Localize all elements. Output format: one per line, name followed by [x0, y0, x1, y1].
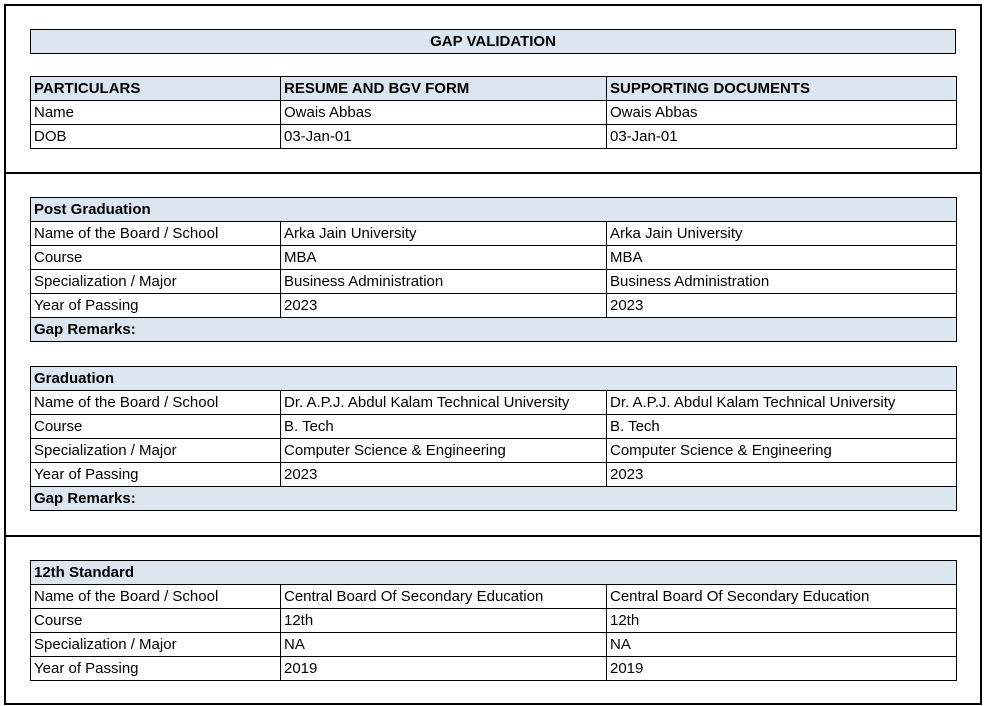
row-label: Specialization / Major	[31, 270, 281, 294]
resume-value: B. Tech	[281, 415, 607, 439]
table-row	[31, 463, 957, 487]
row-label: Year of Passing	[31, 463, 281, 487]
supporting-value: MBA	[607, 246, 957, 270]
twelfth-standard-table	[30, 560, 957, 681]
table-row	[31, 657, 957, 681]
resume-value: MBA	[281, 246, 607, 270]
table-row	[31, 222, 957, 246]
personal-table	[30, 76, 957, 149]
row-label: Course	[31, 415, 281, 439]
gap-remarks: Gap Remarks:	[31, 487, 957, 511]
table-row	[31, 391, 957, 415]
row-label: Course	[31, 609, 281, 633]
column-header-particulars: PARTICULARS	[31, 77, 281, 101]
table-row	[31, 294, 957, 318]
row-label: Course	[31, 246, 281, 270]
supporting-value: 03-Jan-01	[607, 125, 957, 149]
resume-value: Arka Jain University	[281, 222, 607, 246]
supporting-value: Business Administration	[607, 270, 957, 294]
row-label: Specialization / Major	[31, 439, 281, 463]
table-row	[31, 439, 957, 463]
title-table	[30, 29, 956, 54]
graduation-table	[30, 366, 957, 511]
resume-value: Dr. A.P.J. Abdul Kalam Technical University	[281, 391, 607, 415]
table-row	[31, 415, 957, 439]
section-heading: Graduation	[31, 367, 957, 391]
page-title: GAP VALIDATION	[31, 30, 956, 54]
table-row	[31, 270, 957, 294]
row-label: DOB	[31, 125, 281, 149]
resume-value: Computer Science & Engineering	[281, 439, 607, 463]
row-label: Year of Passing	[31, 294, 281, 318]
row-label: Name of the Board / School	[31, 222, 281, 246]
row-label: Name	[31, 101, 281, 125]
supporting-value: Arka Jain University	[607, 222, 957, 246]
column-header-supporting: SUPPORTING DOCUMENTS	[607, 77, 957, 101]
table-row	[31, 125, 957, 149]
supporting-value: NA	[607, 633, 957, 657]
resume-value: 2023	[281, 294, 607, 318]
post-graduation-table	[30, 197, 957, 342]
row-label: Specialization / Major	[31, 633, 281, 657]
supporting-value: B. Tech	[607, 415, 957, 439]
resume-value: 2019	[281, 657, 607, 681]
supporting-value: 2023	[607, 294, 957, 318]
row-label: Name of the Board / School	[31, 391, 281, 415]
section-heading: Post Graduation	[31, 198, 957, 222]
table-row	[31, 633, 957, 657]
supporting-value: Dr. A.P.J. Abdul Kalam Technical University	[607, 391, 957, 415]
supporting-value: 12th	[607, 609, 957, 633]
supporting-value: Central Board Of Secondary Education	[607, 585, 957, 609]
resume-value: 03-Jan-01	[281, 125, 607, 149]
supporting-value: 2019	[607, 657, 957, 681]
resume-value: Owais Abbas	[281, 101, 607, 125]
table-row	[31, 246, 957, 270]
table-row	[31, 101, 957, 125]
table-row	[31, 609, 957, 633]
supporting-value: 2023	[607, 463, 957, 487]
gap-remarks: Gap Remarks:	[31, 318, 957, 342]
row-label: Year of Passing	[31, 657, 281, 681]
table-row	[31, 585, 957, 609]
column-header-row	[31, 77, 957, 101]
resume-value: 2023	[281, 463, 607, 487]
section-heading: 12th Standard	[31, 561, 957, 585]
row-label: Name of the Board / School	[31, 585, 281, 609]
resume-value: NA	[281, 633, 607, 657]
supporting-value: Computer Science & Engineering	[607, 439, 957, 463]
supporting-value: Owais Abbas	[607, 101, 957, 125]
resume-value: Business Administration	[281, 270, 607, 294]
resume-value: 12th	[281, 609, 607, 633]
resume-value: Central Board Of Secondary Education	[281, 585, 607, 609]
column-header-resume: RESUME AND BGV FORM	[281, 77, 607, 101]
